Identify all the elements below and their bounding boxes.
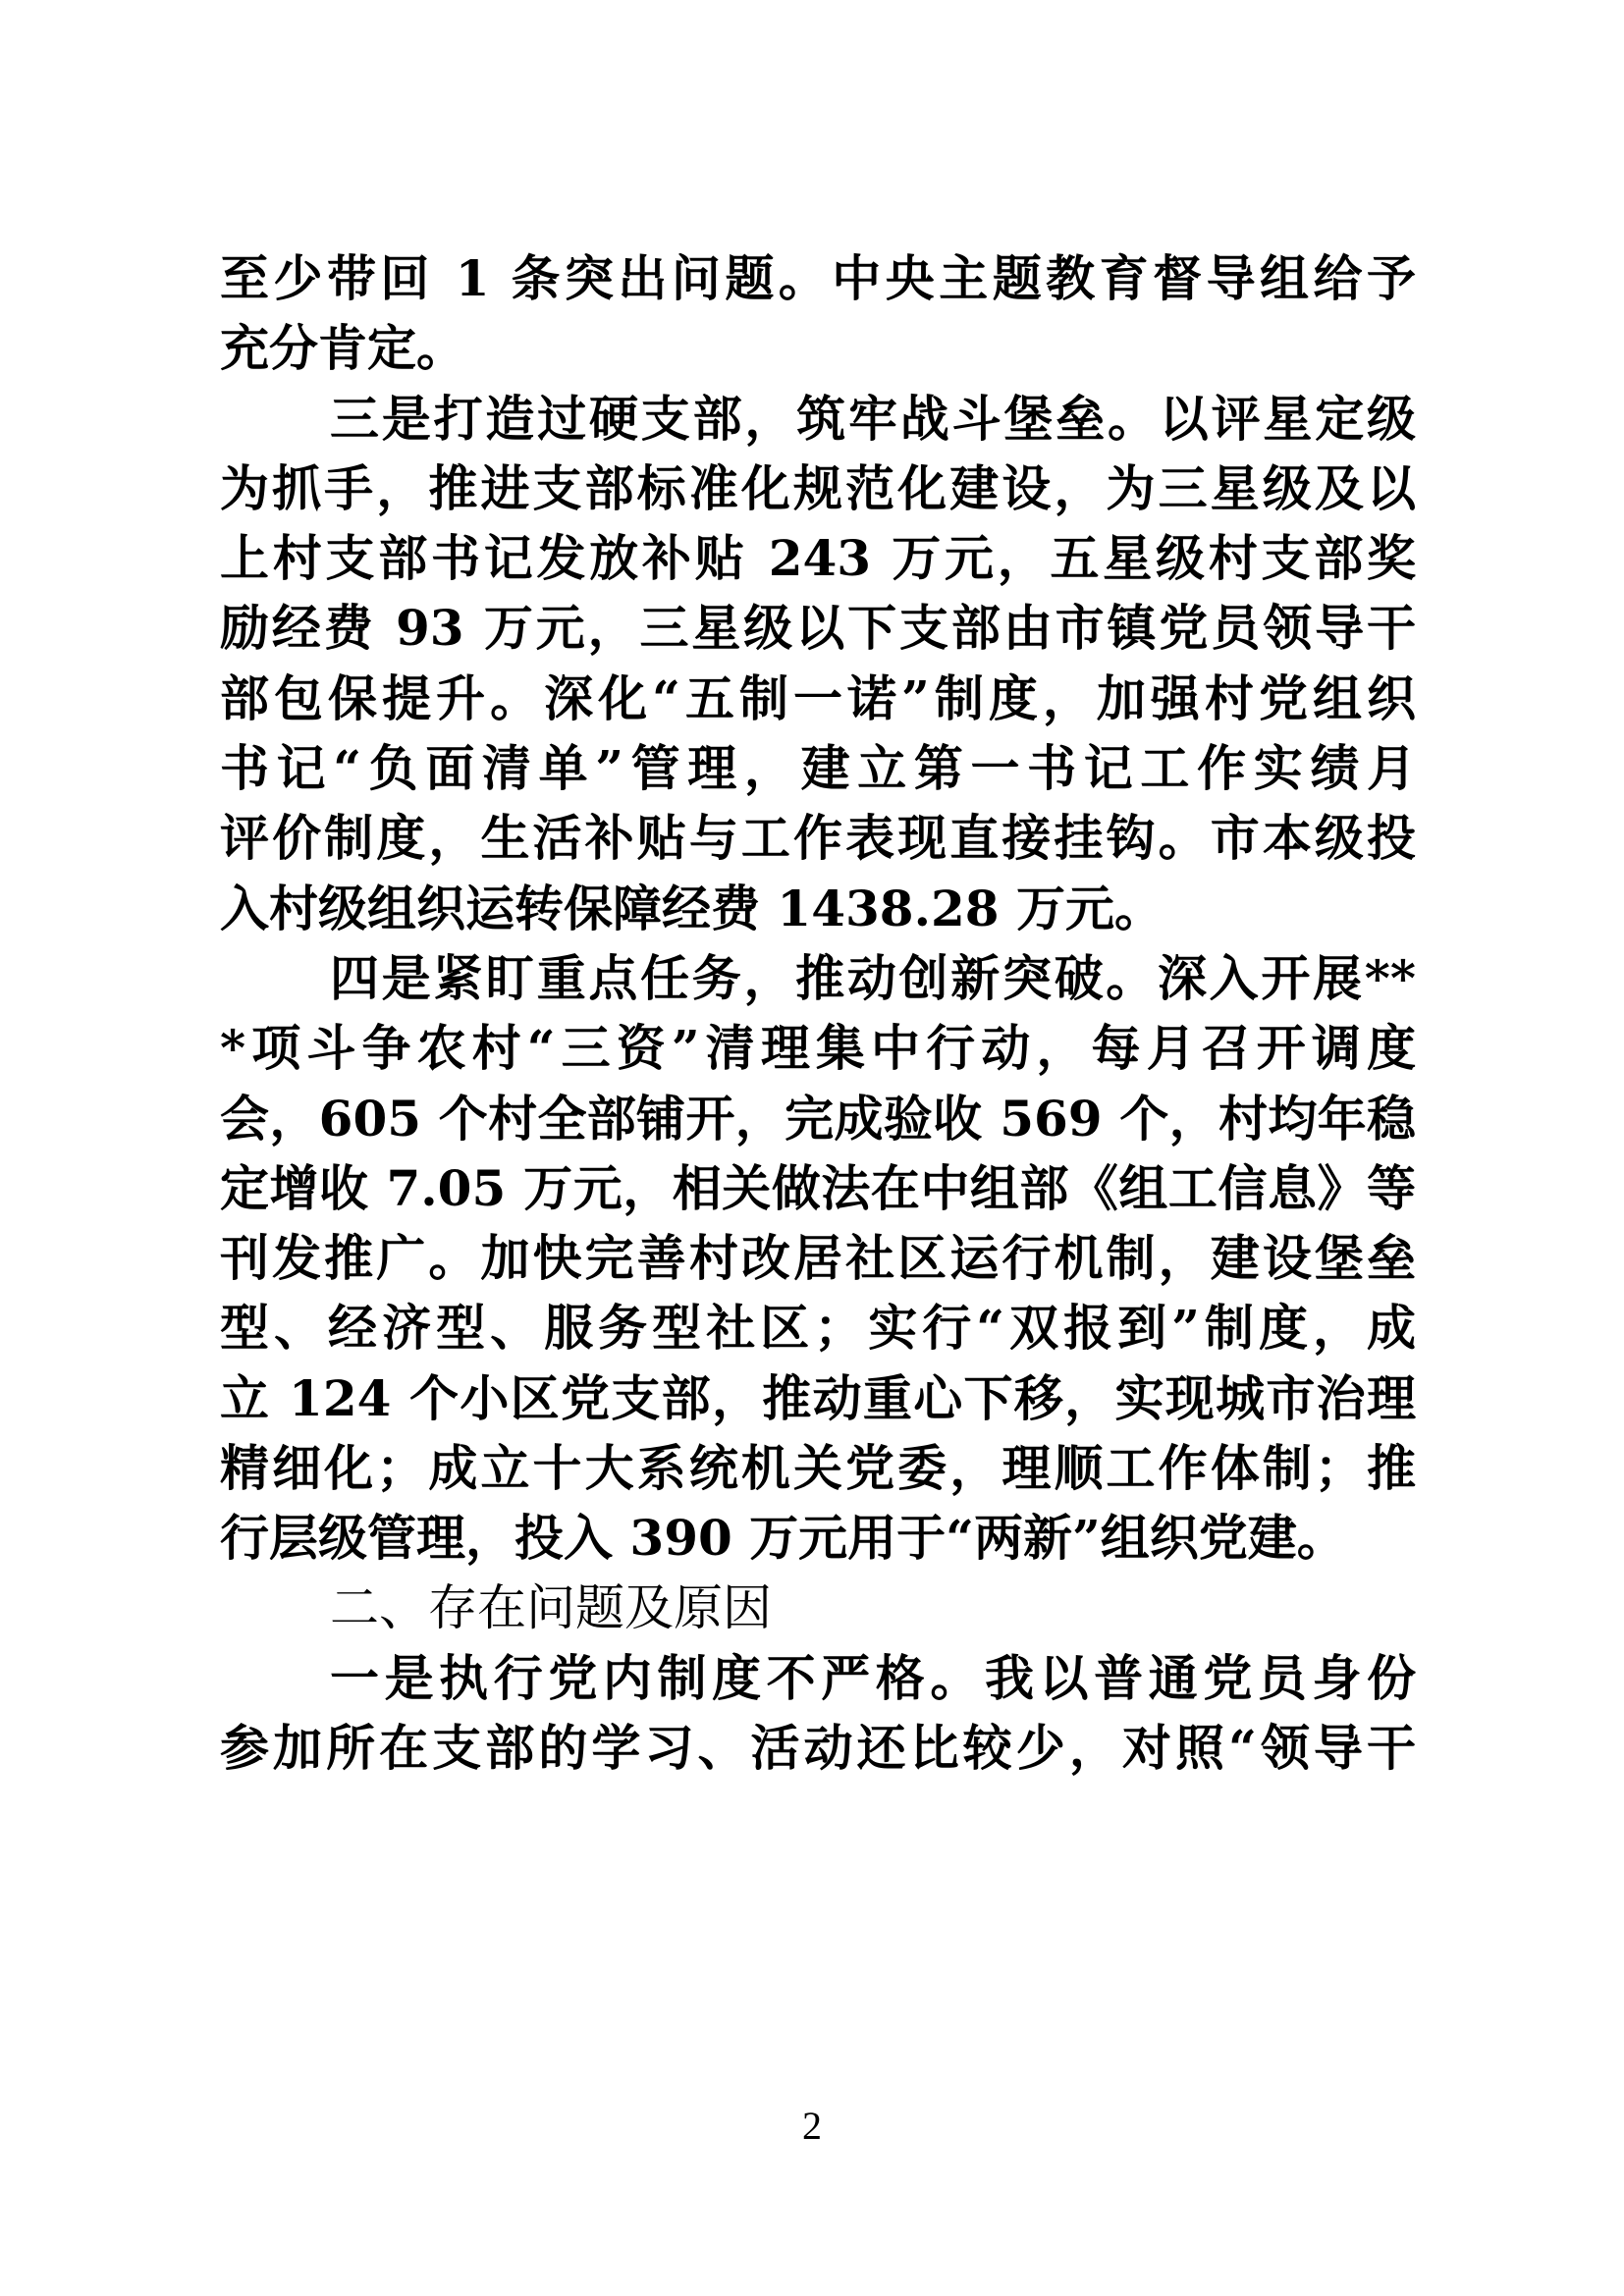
text-line: 充分肯定。 bbox=[220, 319, 465, 378]
page-number: 2 bbox=[802, 2104, 822, 2148]
text-line: 立 124 个小区党支部，推动重心下移，实现城市治理 bbox=[220, 1368, 1416, 1427]
text-line: 为抓手，推进支部标准化规范化建设，为三星级及以 bbox=[220, 458, 1416, 517]
paragraph-start-line: 一是执行党内制度不严格。我以普通党员身份 bbox=[330, 1648, 1416, 1707]
text-line: 刊发推广。加快完善村改居社区运行机制，建设堡垒 bbox=[220, 1229, 1416, 1288]
text-line: 定增收 7.05 万元，相关做法在中组部《组工信息》等 bbox=[220, 1158, 1416, 1217]
text-line: 行层级管理，投入 390 万元用于“两新”组织党建。 bbox=[220, 1509, 1346, 1568]
section-heading: 二、存在问题及原因 bbox=[330, 1578, 772, 1636]
text-line: 入村级组织运转保障经费 1438.28 万元。 bbox=[220, 879, 1164, 937]
text-line: 精细化；成立十大系统机关党委，理顺工作体制；推 bbox=[220, 1439, 1416, 1498]
paragraph-start-line: 三是打造过硬支部，筑牢战斗堡垒。以评星定级 bbox=[330, 389, 1416, 448]
text-line: 励经费 93 万元，三星级以下支部由市镇党员领导干 bbox=[220, 599, 1416, 658]
text-line: 部包保提升。深化“五制一诺”制度，加强村党组织 bbox=[220, 668, 1416, 727]
text-line: 书记“负面清单”管理，建立第一书记工作实绩月 bbox=[220, 739, 1416, 798]
text-line: 至少带回 1 条突出问题。中央主题教育督导组给予 bbox=[220, 249, 1416, 307]
paragraph-start-line: 四是紧盯重点任务，推动创新突破。深入开展** bbox=[330, 948, 1416, 1007]
text-line: 上村支部书记发放补贴 243 万元，五星级村支部奖 bbox=[220, 529, 1416, 588]
text-line: 型、经济型、服务型社区；实行“双报到”制度，成 bbox=[220, 1299, 1416, 1358]
body-text bbox=[220, 243, 1416, 1784]
text-line: 会，605 个村全部铺开，完成验收 569 个，村均年稳 bbox=[220, 1089, 1416, 1148]
text-line: *项斗争农村“三资”清理集中行动，每月召开调度 bbox=[220, 1019, 1416, 1078]
text-line: 参加所在支部的学习、活动还比较少，对照“领导干 bbox=[220, 1719, 1416, 1778]
text-line: 评价制度，生活补贴与工作表现直接挂钩。市本级投 bbox=[220, 809, 1416, 868]
